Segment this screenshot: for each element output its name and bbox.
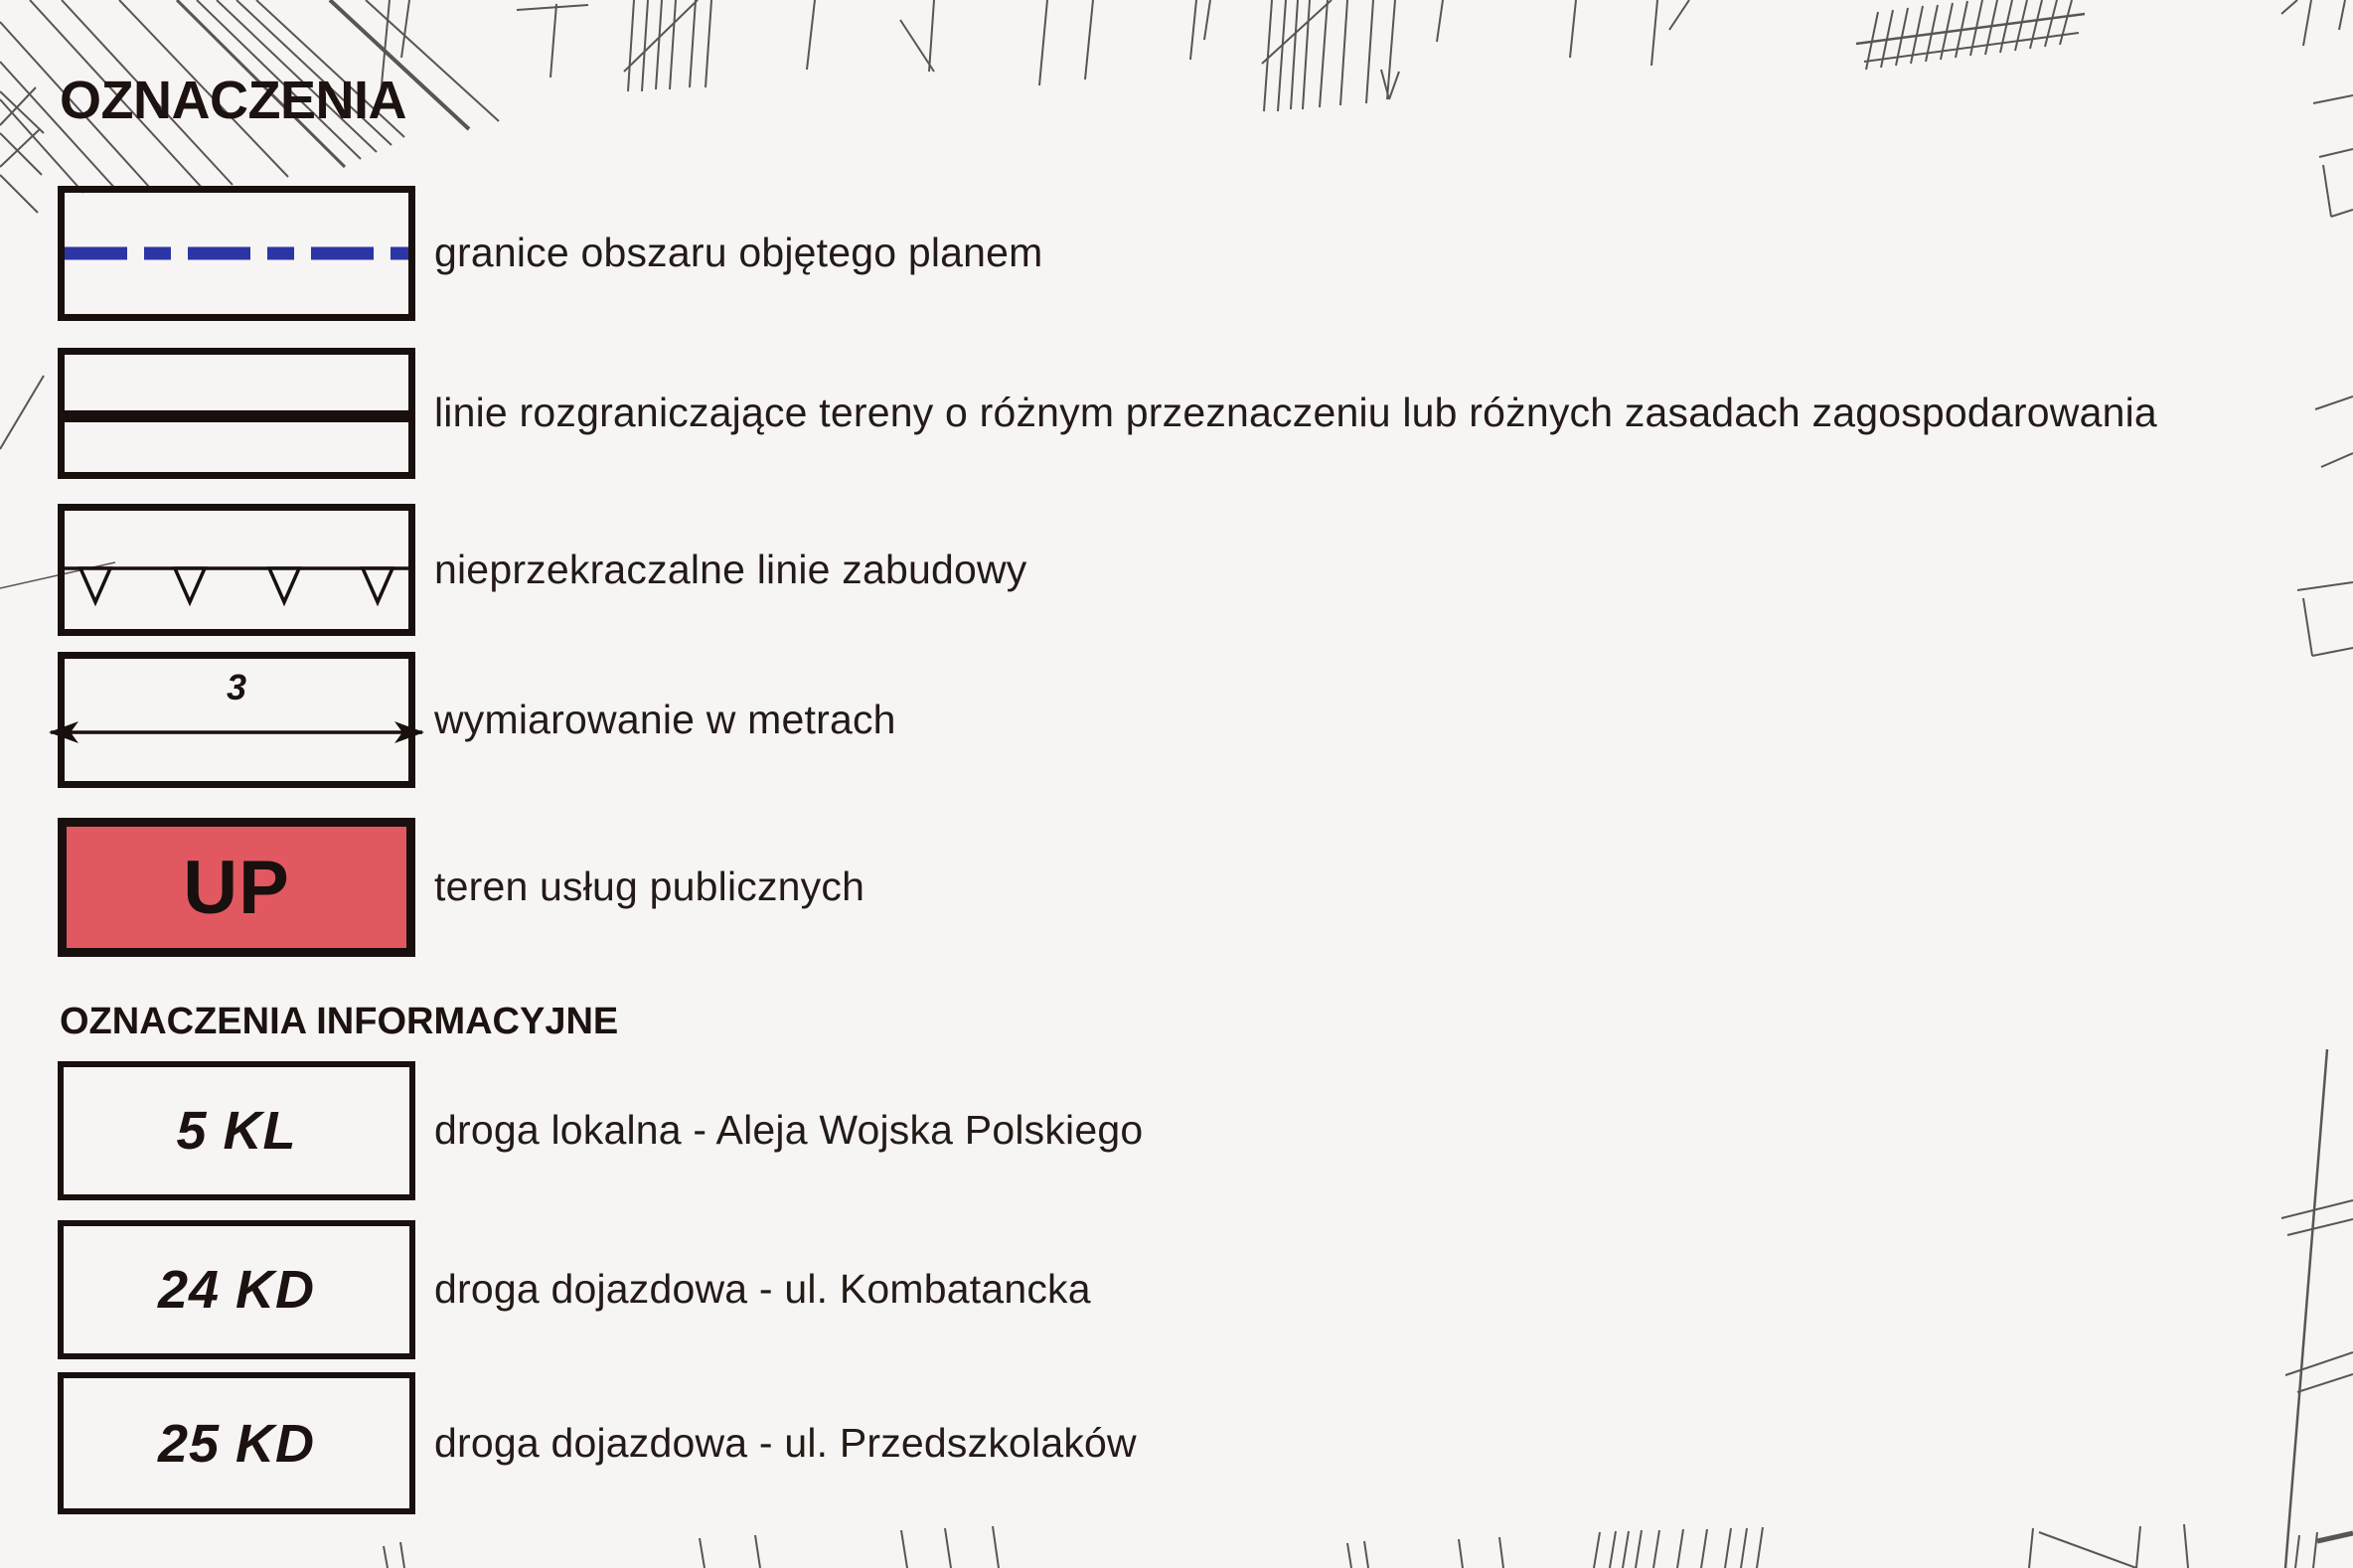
- dimension-arrow-icon: [49, 659, 424, 781]
- dash-dot-line-icon: [65, 193, 408, 314]
- road-code-5kl: 5 KL: [176, 1101, 297, 1161]
- road-code-24kd: 24 KD: [157, 1260, 316, 1320]
- legend-label-public-services-area: teren usług publicznych: [434, 863, 865, 910]
- solid-line-icon: [65, 355, 408, 472]
- legend-label-road-5kl: droga lokalna - Aleja Wojska Polskiego: [434, 1107, 1144, 1154]
- symbol-road-5kl: [58, 1061, 415, 1200]
- symbol-plan-boundary: [58, 186, 415, 321]
- legend-label-dividing-lines: linie rozgraniczające tereny o różnym przeznaczeniu lub różnych zasadach zagospodarowania: [434, 390, 2157, 436]
- section-title-informational: OZNACZENIA INFORMACYJNE: [60, 1001, 619, 1042]
- legend-label-road-24kd: droga dojazdowa - ul. Kombatancka: [434, 1266, 1091, 1313]
- symbol-dimensioning: [58, 652, 415, 788]
- page-title: OZNACZENIA: [60, 71, 406, 130]
- road-code-25kd: 25 KD: [157, 1413, 316, 1474]
- triangle-line-icon: [65, 511, 408, 629]
- legend-label-road-25kd: droga dojazdowa - ul. Przedszkolaków: [434, 1419, 1137, 1466]
- symbol-building-limit-lines: [58, 504, 415, 636]
- area-code-up: UP: [183, 845, 290, 930]
- dimension-value: 3: [226, 667, 247, 707]
- symbol-road-24kd: [58, 1220, 415, 1359]
- legend-label-building-limit-lines: nieprzekraczalne linie zabudowy: [434, 546, 1027, 592]
- legend-label-plan-boundary: granice obszaru objętego planem: [434, 230, 1043, 276]
- legend-label-dimensioning: wymiarowanie w metrach: [434, 696, 896, 742]
- symbol-road-25kd: [58, 1372, 415, 1514]
- symbol-dividing-lines: [58, 348, 415, 479]
- symbol-public-services-area: [58, 818, 415, 957]
